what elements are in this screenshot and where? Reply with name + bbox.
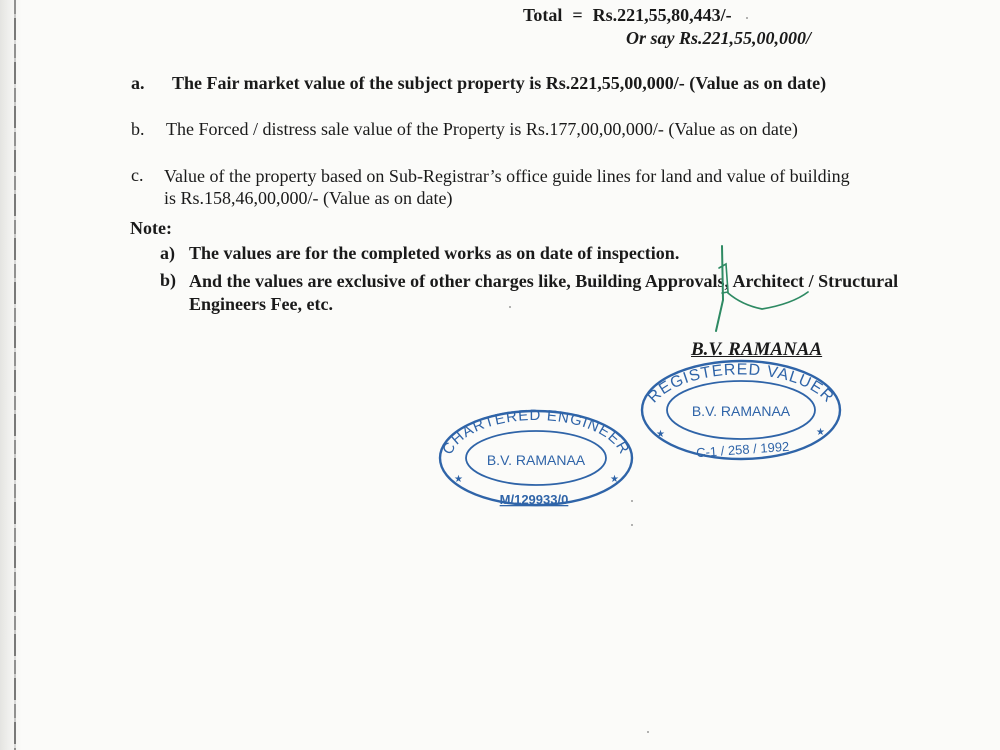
star-icon: ★ [816,427,825,438]
star-icon: ★ [454,474,463,485]
note-heading: Note: [130,218,172,238]
note-text: The values are for the completed works as on date of inspection. [189,243,680,263]
item-marker: a. [131,73,145,93]
svg-text:REGISTERED VALUER [645,361,837,406]
rounded-value: Or say Rs.221,55,00,000/ [626,28,812,48]
guideline-value-text: Value of the property based on Sub-Registrar’s office guide lines for land and value of building is Rs.158,46,00,000/- (Value as on date) [164,166,850,208]
star-icon: ★ [656,429,665,440]
engineer-reg-number: M/129933/0 [499,492,569,507]
scan-speck [647,731,649,733]
signer-name: B.V. RAMANAA [691,339,823,360]
engineer-ring-text: CHARTERED ENGINEER [439,406,633,458]
scan-speck [631,500,633,502]
note-text: And the values are exclusive of other charges like, Building Approvals, Architect / Structural Engineers Fee, etc. [189,271,899,314]
valuer-ring-text: REGISTERED VALUER [644,361,838,407]
engineer-stamp-name: B.V. RAMANAA [486,452,586,468]
valuer-stamp-name: B.V. RAMANAA [691,403,791,419]
equals-sign: = [572,5,583,25]
fair-market-value-text: The Fair market value of the subject property is Rs.221,55,00,000/- (Value as on date) [172,73,827,93]
total-value: Rs.221,55,80,443/- [592,5,732,25]
note-marker: b) [160,270,177,290]
chartered-engineer-stamp [436,406,636,510]
forced-sale-value-text: The Forced / distress sale value of the Property is Rs.177,00,00,000/- (Value as on date) [166,119,798,139]
star-icon: ★ [610,474,619,485]
scan-speck [509,306,511,308]
item-marker: b. [131,119,145,139]
total-label: Total [523,5,563,25]
note-marker: a) [160,243,175,263]
registered-valuer-stamp [638,357,844,463]
valuer-reg-number: C-1 / 258 / 1992 [695,438,790,461]
scan-speck [746,17,748,19]
scan-speck [631,524,633,526]
item-marker: c. [131,165,144,185]
